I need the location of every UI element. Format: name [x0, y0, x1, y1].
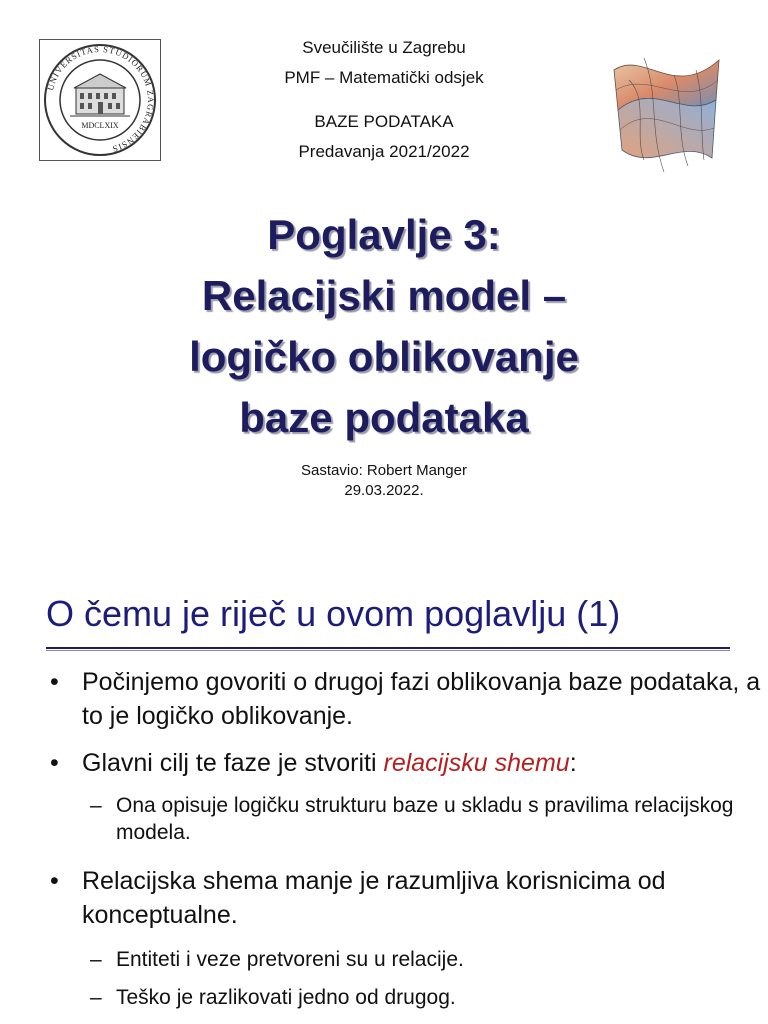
sub-bullet-text: Entiteti i veze pretvoreni su u relacije. — [116, 948, 464, 971]
author-date: 29.03.2022. — [344, 482, 424, 499]
university-name: Sveučilište u Zagrebu — [302, 38, 466, 57]
bullet-text: Počinjemo govoriti o drugoj fazi oblikovanja baze podataka, a to je logičko oblikovanje. — [82, 668, 761, 730]
seal-inscription: UNIVERSITAS STUDIORUM ZAGRABIENSIS — [44, 43, 157, 155]
author-credit: Sastavio: Robert Manger — [301, 462, 467, 479]
chapter-title-line: Poglavlje 3: — [267, 211, 501, 258]
university-seal-logo — [39, 39, 161, 161]
bullet-dot: • — [50, 668, 59, 696]
bullet-text-start: Glavni cilj te faze je stvoriti — [82, 749, 384, 777]
sub-bullet-text: Ona opisuje logičku strukturu baze u skladu s pravilima relacijskog modela. — [116, 794, 734, 844]
slide-title: O čemu je riječ u ovom poglavlju (1) — [46, 593, 621, 634]
chapter-title-line: Relacijski model – — [201, 272, 567, 319]
chapter-title-line: baze podataka — [239, 394, 529, 441]
department-name: PMF – Matematički odsjek — [284, 68, 484, 87]
chapter-title — [90, 204, 678, 448]
emphasis-term: relacijsku shemu — [383, 749, 570, 777]
sub-bullet-dash: – — [90, 986, 102, 1009]
bullet-dot: • — [50, 867, 59, 895]
seal-year: MDCLXIX — [81, 121, 119, 130]
bullet-text-end: : — [569, 749, 577, 777]
title-divider — [46, 647, 730, 649]
sub-bullet-dash: – — [90, 948, 102, 971]
chapter-title-line: logičko oblikovanje — [189, 333, 579, 380]
bullet-text — [82, 746, 762, 780]
sub-bullet-dash: – — [90, 794, 102, 817]
sub-bullet-text: Teško je razlikovati jedno od drugog. — [116, 986, 456, 1009]
bullet-dot: • — [50, 749, 59, 777]
title-divider-shadow — [46, 650, 730, 651]
course-name: BAZE PODATAKA — [314, 112, 454, 131]
lecture-year: Predavanja 2021/2022 — [298, 142, 470, 161]
bullet-text: Relacijska shema manje je razumljiva korisnicima od konceptualne. — [82, 867, 666, 929]
surface-artwork — [604, 40, 728, 180]
